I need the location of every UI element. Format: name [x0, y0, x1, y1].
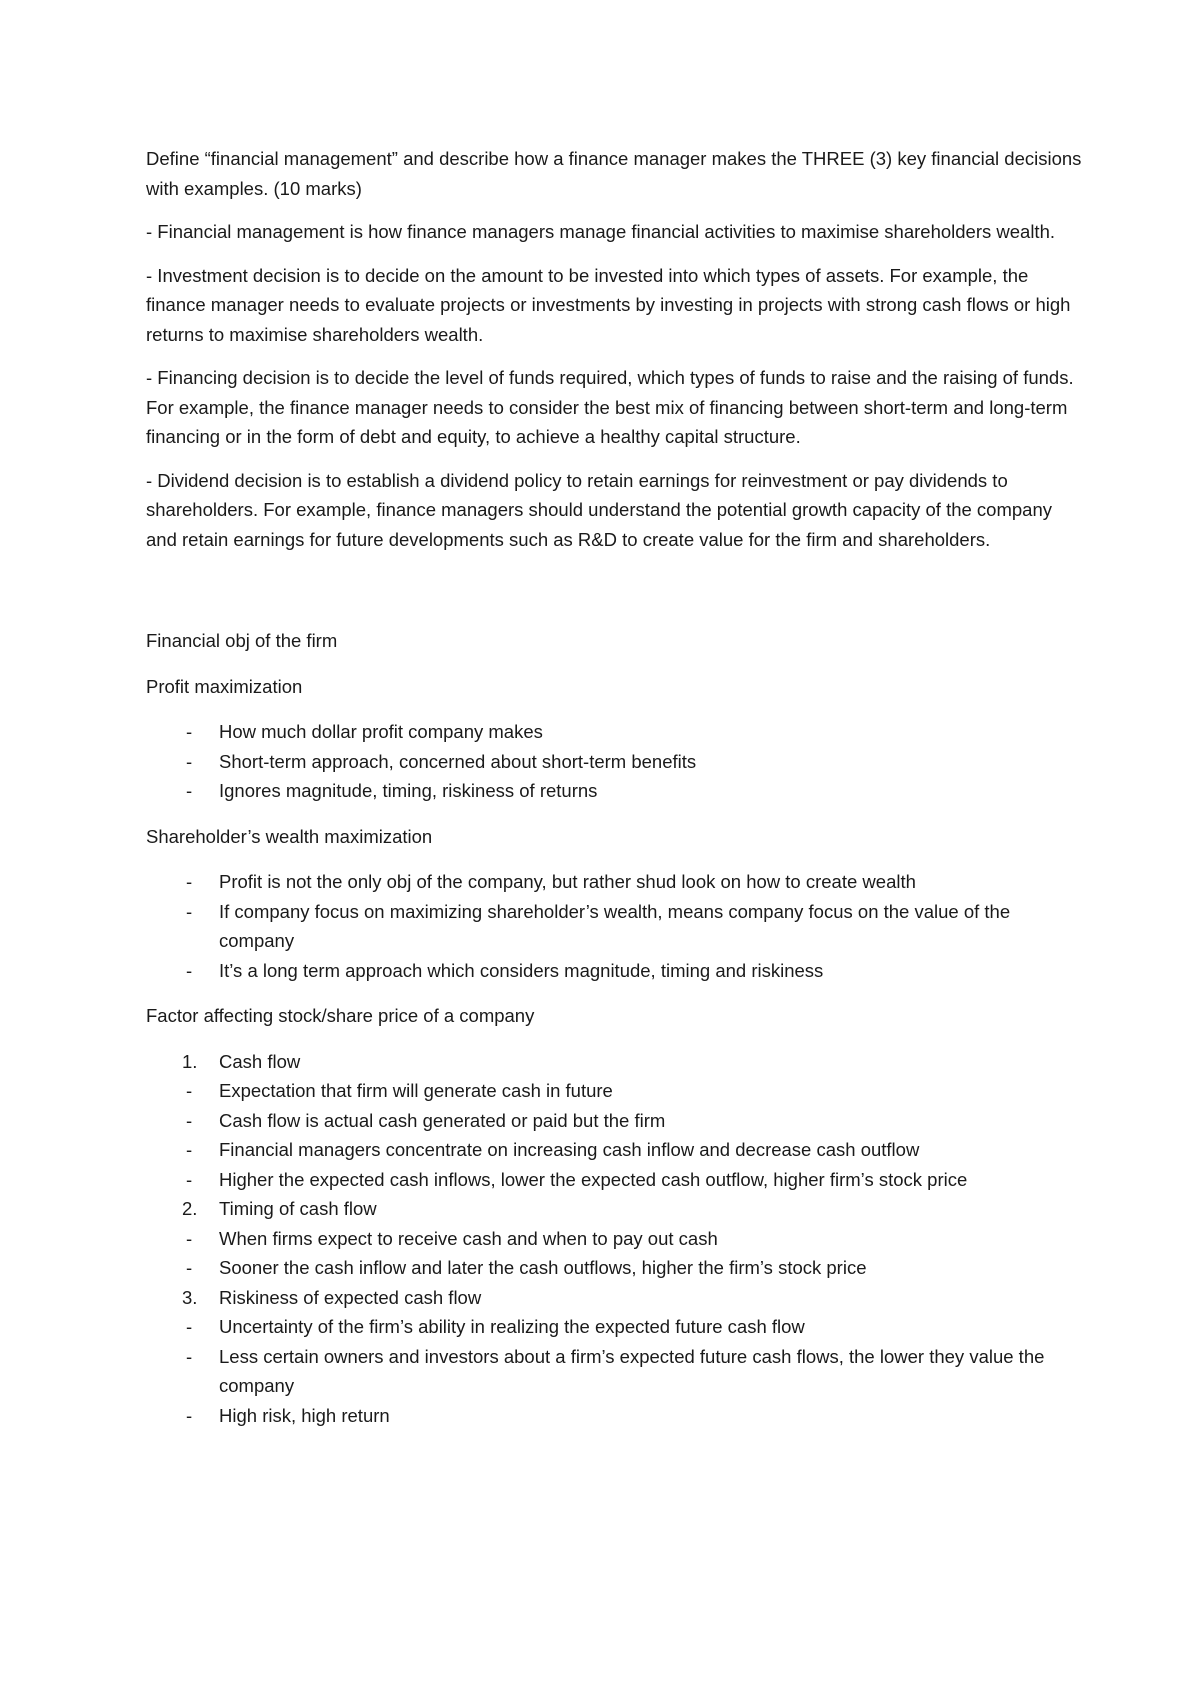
answer-investment-decision: - Investment decision is to decide on the amount to be invested into which types of assets. For example, the finance manager needs to evaluate projects or investments by investing in projects with strong cash flows or high returns to maximise shareholders wealth. [146, 264, 1071, 345]
list-marker: - [186, 1080, 193, 1101]
wealth-max-list [146, 867, 1086, 985]
list-item [146, 1401, 1086, 1431]
list-item [146, 956, 1086, 986]
list-item-text: Timing of cash flow [219, 1198, 377, 1219]
list-item [146, 1224, 1086, 1254]
list-marker: - [186, 1227, 193, 1249]
wealth-max-heading: Shareholder’s wealth maximization [146, 825, 433, 847]
list-marker: 2. [182, 1198, 198, 1219]
list-item [146, 1135, 1086, 1165]
list-item-text: It’s a long term approach which considers magnitude, timing and riskiness [219, 959, 824, 981]
list-item-text: If company focus on maximizing shareholder’s wealth, means company focus on the value of the company [219, 900, 1011, 951]
dash-marker: - [186, 750, 193, 772]
dash-marker: - [186, 871, 193, 892]
list-item-text: How much dollar profit company makes [219, 721, 543, 742]
list-marker: - [186, 1168, 193, 1190]
list-item-text: Uncertainty of the firm’s ability in realizing the expected future cash flow [219, 1316, 805, 1337]
profit-max-list [146, 717, 1086, 806]
dash-marker: - [186, 721, 193, 742]
factors-list [146, 1047, 1086, 1431]
dash-marker: - [186, 900, 193, 922]
list-item [146, 897, 1086, 956]
list-item [146, 1253, 1086, 1283]
list-item [146, 747, 1086, 777]
list-item [146, 717, 1086, 747]
dash-marker: - [186, 959, 193, 981]
list-item [146, 1106, 1086, 1136]
list-item-text: Ignores magnitude, timing, riskiness of returns [219, 780, 598, 801]
list-item-text: High risk, high return [219, 1404, 390, 1426]
answer-financing-decision: - Financing decision is to decide the level of funds required, which types of funds to raise and the raising of funds. For example, the finance manager needs to consider the best mix of financing between short-term and long-term financing or in the form of debt and equity, to achieve a healthy capital structure. [146, 367, 1074, 447]
list-item-text: Sooner the cash inflow and later the cash outflows, higher the firm’s stock price [219, 1257, 867, 1278]
question-text: Define “financial management” and describe how a finance manager makes the THREE (3) key financial decisions with examples. (10 marks) [146, 148, 1082, 199]
list-item-text: Profit is not the only obj of the company, but rather shud look on how to create wealth [219, 871, 916, 892]
list-item [146, 776, 1086, 806]
list-item [146, 1312, 1086, 1342]
profit-max-heading: Profit maximization [146, 675, 303, 697]
list-item-text: Riskiness of expected cash flow [219, 1286, 482, 1308]
list-item [146, 1342, 1086, 1401]
list-marker: - [186, 1109, 193, 1131]
list-item-text: Cash flow [219, 1050, 301, 1072]
answer-definition: - Financial management is how finance managers manage financial activities to maximise shareholders wealth. [146, 221, 1056, 242]
list-item-text: Expectation that firm will generate cash in future [219, 1080, 613, 1101]
answer-dividend-decision: - Dividend decision is to establish a dividend policy to retain earnings for reinvestment or pay dividends to shareholders. For example, finance managers should understand the potential growth capacity of the company and retain earnings for future developments such as R&D to create value for the firm and shareholders. [146, 469, 1053, 550]
list-item [146, 1283, 1086, 1313]
list-marker: - [186, 1316, 193, 1337]
list-item-text: When firms expect to receive cash and when to pay out cash [219, 1227, 718, 1249]
list-item-text: Cash flow is actual cash generated or paid but the firm [219, 1109, 666, 1131]
document-page [146, 144, 1086, 1446]
list-item [146, 1047, 1086, 1077]
list-item-text: Less certain owners and investors about a firm’s expected future cash flows, the lower they value the company [219, 1345, 1045, 1396]
notes-title: Financial obj of the firm [146, 630, 338, 651]
list-marker: 3. [182, 1286, 198, 1308]
list-item-text: Higher the expected cash inflows, lower the expected cash outflow, higher firm’s stock price [219, 1168, 968, 1190]
list-item [146, 867, 1086, 897]
list-marker: - [186, 1139, 193, 1160]
list-item-text: Short-term approach, concerned about short-term benefits [219, 750, 697, 772]
list-marker: - [186, 1404, 193, 1426]
list-item [146, 1076, 1086, 1106]
list-item [146, 1194, 1086, 1224]
dash-marker: - [186, 780, 193, 801]
list-marker: - [186, 1345, 193, 1367]
list-item-text: Financial managers concentrate on increasing cash inflow and decrease cash outflow [219, 1139, 920, 1160]
list-marker: - [186, 1257, 193, 1278]
factors-heading: Factor affecting stock/share price of a company [146, 1005, 535, 1026]
section-spacer [146, 568, 1086, 626]
list-item [146, 1165, 1086, 1195]
list-marker: 1. [182, 1050, 198, 1072]
